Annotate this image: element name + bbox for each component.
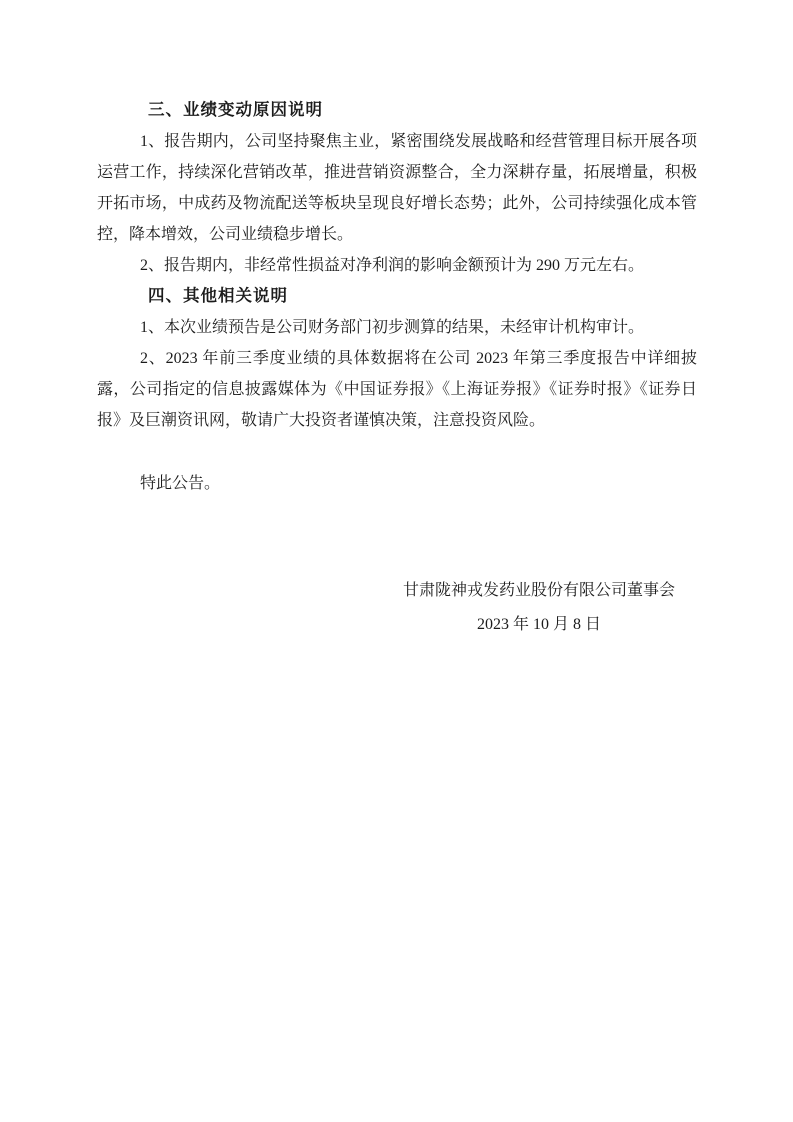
paragraph-reason-2: 2、报告期内，非经常性损益对净利润的影响金额预计为 290 万元左右。 [140, 257, 645, 274]
closing-statement: 特此公告。 [140, 475, 221, 492]
paragraph-reason-1: 1、报告期内，公司坚持聚焦主业，紧密围绕发展战略和经营管理目标开展各项运营工作，持续深化营销改革，推进营销资源整合，全力深耕存量，拓展增量，积极开拓市场，中成药及物流配送等板块呈现良好增长态势；此外，公司持续强化成本管控，降本增效，公司业绩稳步增长。 [97, 133, 697, 243]
section-heading-other-notes: 四、其他相关说明 [148, 287, 288, 305]
paragraph-note-1: 1、本次业绩预告是公司财务部门初步测算的结果，未经审计机构审计。 [140, 319, 645, 336]
signature-company-name: 甘肃陇神戎发药业股份有限公司董事会 [402, 582, 675, 599]
section-heading-performance-change-reasons: 三、业绩变动原因说明 [148, 101, 323, 119]
signature-block [403, 575, 675, 640]
paragraph-note-2: 2、2023 年前三季度业绩的具体数据将在公司 2023 年第三季度报告中详细披露，公司指定的信息披露媒体为《中国证券报》《上海证券报》《证券时报》《证券日报》及巨潮资讯网，敬请广大投资者谨慎决策，注意投资风险。 [97, 350, 697, 429]
signature-date: 2023 年 10 月 8 日 [476, 616, 601, 633]
